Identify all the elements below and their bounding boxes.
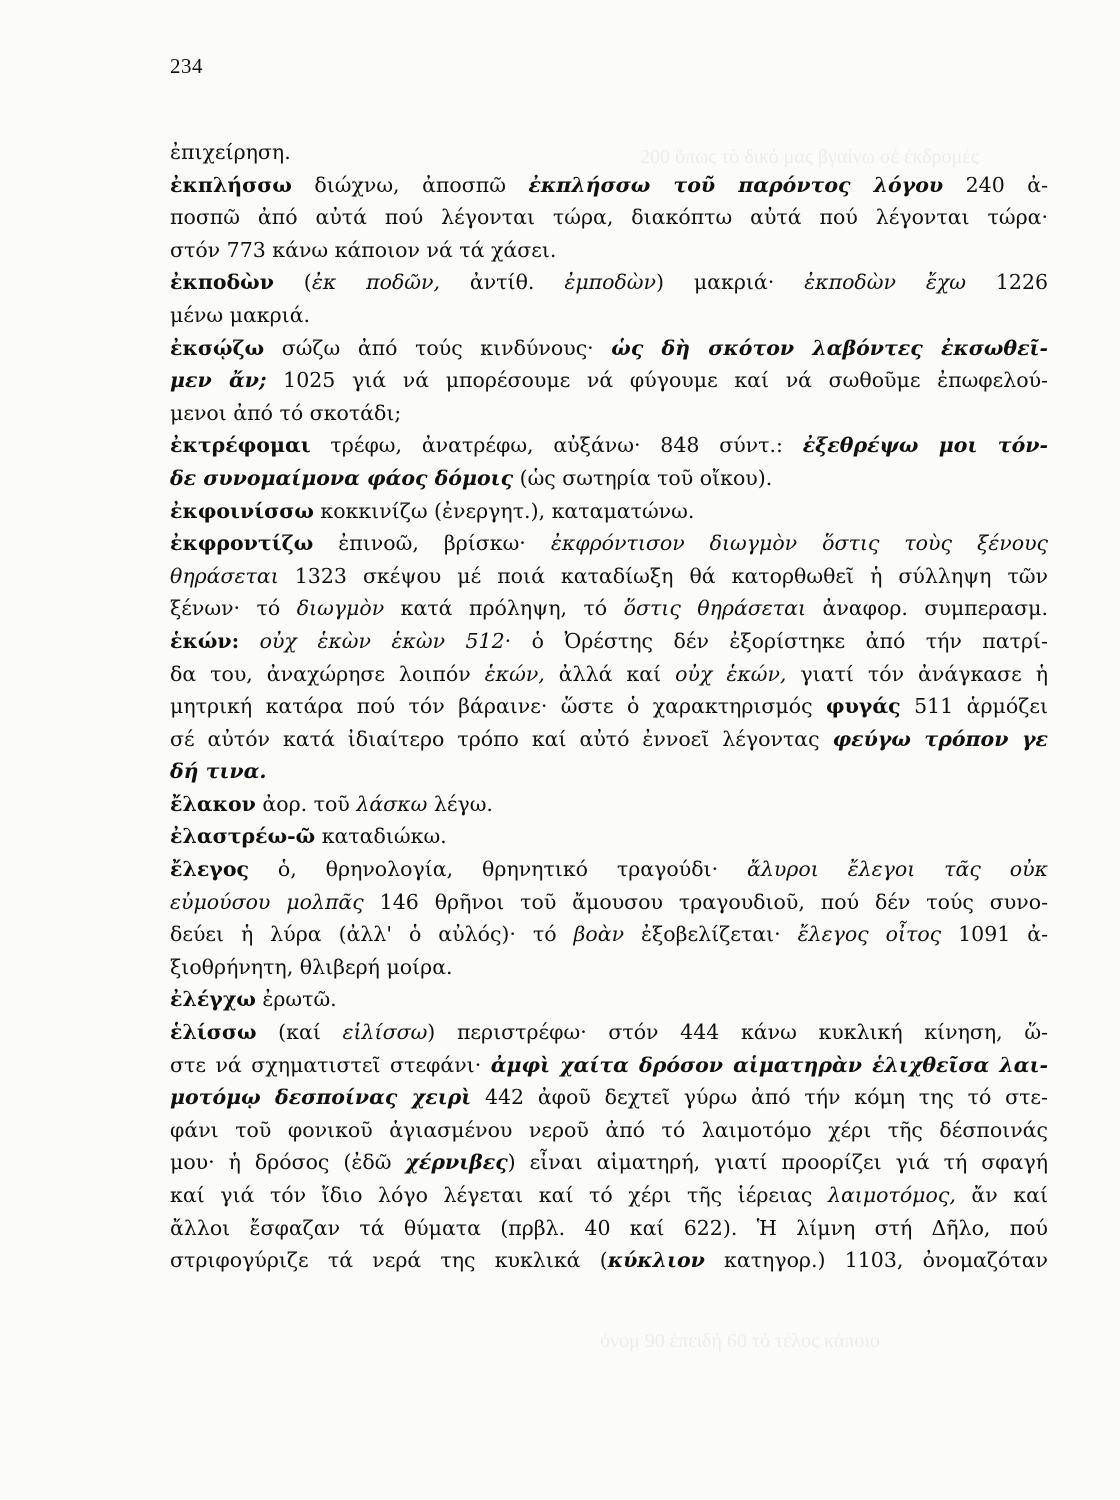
text-segment: ) μακριά· bbox=[655, 270, 805, 295]
headword: ἐλαστρέω-ῶ bbox=[170, 824, 316, 849]
text-segment: γιατί τόν ἀνάγκασε ἡ bbox=[786, 661, 1048, 686]
text-segment: δα του, ἀναχώρησε λοιπόν bbox=[170, 661, 485, 686]
page-number: 234 bbox=[170, 54, 203, 78]
text-line bbox=[170, 462, 1048, 495]
text-segment: ὁ Ὀρέστης δέν ἐξορίστηκε ἀπό τήν πατρί- bbox=[511, 628, 1048, 653]
headword: ἑκών: bbox=[170, 628, 240, 653]
text-segment: ἄλλοι ἔσφαζαν τά θύματα (πρβλ. 40 καί 622). Ἡ λίμνη στή Δῆλο, πού bbox=[170, 1215, 1048, 1240]
quotation: ἄλυροι ἔλεγοι τᾶς οὐκ bbox=[747, 857, 1048, 882]
quotation: εἱλίσσω bbox=[342, 1020, 428, 1045]
text-segment: ποσπῶ ἀπό αὐτά πού λέγονται τώρα, διακόπτω αὐτά πού λέγονται τώρα· bbox=[170, 205, 1048, 230]
text-segment: ὁ, θρηνολογία, θρηνητικό τραγούδι· bbox=[249, 857, 747, 882]
text-line bbox=[170, 918, 1048, 951]
text-line bbox=[170, 136, 1048, 169]
text-segment: 511 ἁρμόζει bbox=[900, 694, 1048, 719]
text-line bbox=[170, 527, 1048, 560]
text-line bbox=[170, 592, 1048, 625]
quotation: ἑκών, bbox=[484, 661, 545, 686]
quotation: εὐμούσου μολπᾶς bbox=[170, 889, 364, 914]
headword: ἐκφοινίσσω bbox=[170, 498, 314, 523]
headword: ἐλέγχω bbox=[170, 987, 256, 1012]
bleed-through-text: ὀνομ 90 ἐπειδή 60 τό τέλος κάποιο bbox=[600, 1330, 880, 1352]
quotation: δε συνομαίμονα φάος δόμοις bbox=[170, 465, 514, 490]
quotation: μοτόμῳ δεσποίνας χειρὶ bbox=[170, 1085, 472, 1110]
text-line bbox=[170, 1244, 1048, 1277]
text-segment: σώζω ἀπό τούς κινδύνους· bbox=[264, 335, 612, 360]
text-line bbox=[170, 755, 1048, 788]
text-segment: 146 θρῆνοι τοῦ ἄμουσου τραγουδιοῦ, πού δέν τούς συνο- bbox=[363, 889, 1048, 914]
text-line bbox=[170, 1179, 1048, 1212]
text-segment: ( bbox=[273, 270, 312, 295]
quotation: λαιμοτόμος, bbox=[827, 1183, 956, 1207]
headword: ἔλακον bbox=[170, 791, 256, 816]
text-segment: ἐπινοῶ, βρίσκω· bbox=[313, 531, 551, 556]
quotation: οὐχ ἑκὼν ἑκὼν 512· bbox=[259, 628, 512, 653]
text-segment: ἄν καί bbox=[955, 1183, 1048, 1207]
text-segment: ἀναφορ. συμπερασμ. bbox=[806, 596, 1048, 621]
quotation: διωγμὸν bbox=[296, 596, 385, 621]
text-segment: στόν 773 κάνω κάποιον νά τά χάσει. bbox=[170, 237, 557, 262]
text-line bbox=[170, 625, 1048, 658]
text-segment: μητρική κατάρα πού τόν βάραινε· ὥστε ὁ χαρακτηρισμός bbox=[170, 694, 827, 719]
text-segment: 442 ἀφοῦ δεχτεῖ γύρω ἀπό τήν κόμη της τό στε- bbox=[471, 1085, 1048, 1110]
quotation: ἀμφὶ χαίτα δρόσον αἱματηρὰν ἑλιχθεῖσα λαι- bbox=[490, 1052, 1048, 1077]
text-segment: κοκκινίζω (ἐνεργητ.), καταματώνω. bbox=[313, 498, 695, 523]
headword: ἐκποδὼν bbox=[170, 270, 274, 295]
quotation: λάσκω bbox=[356, 791, 428, 816]
text-segment: φάνι τοῦ φονικοῦ ἁγιασμένου νεροῦ ἀπό τό λαιμοτόμο χέρι τῆς δέσποινάς bbox=[170, 1117, 1048, 1142]
bleed-through-text: 200 ὅπως τὸ δικό μας βγαίνω σέ ἐκδρομές bbox=[640, 146, 979, 168]
text-line bbox=[170, 723, 1048, 756]
text-line bbox=[170, 1212, 1048, 1245]
text-segment: ξιοθρήνητη, θλιβερή μοίρα. bbox=[170, 954, 453, 979]
quotation: ἐκπλήσσω τοῦ παρόντος λόγου bbox=[528, 172, 944, 197]
text-line bbox=[170, 560, 1048, 593]
headword: ἐκφροντίζω bbox=[170, 531, 314, 556]
text-segment: 240 ἀ- bbox=[943, 172, 1049, 197]
quotation: φεύγω τρόπον γε bbox=[832, 726, 1048, 751]
text-segment: δεύει ἡ λύρα (ἀλλ' ὁ αὐλός)· τό bbox=[170, 922, 574, 947]
text-line bbox=[170, 820, 1048, 853]
text-segment: τρέφω, ἀνατρέφω, αὐξάνω· 848 σύντ.: bbox=[310, 433, 803, 458]
text-segment: λέγω. bbox=[427, 791, 493, 816]
headword: ἑλίσσω bbox=[170, 1020, 257, 1045]
text-segment: 1025 γιά νά μπορέσουμε νά φύγουμε καί νά σωθοῦμε ἐπωφελού- bbox=[266, 368, 1048, 393]
text-segment: σέ αὐτόν κατά ἰδιαίτερο τρόπο καί αὐτό ἐννοεῖ λέγοντας bbox=[170, 726, 833, 751]
text-segment: μου· ἡ δρόσος (ἐδῶ bbox=[170, 1150, 406, 1175]
text-line bbox=[170, 886, 1048, 919]
quotation: θηράσεται bbox=[170, 563, 279, 588]
text-segment: διώχνω, ἀποσπῶ bbox=[291, 172, 529, 197]
quotation: βοὰν bbox=[573, 922, 625, 947]
text-line bbox=[170, 1114, 1048, 1147]
text-line bbox=[170, 1049, 1048, 1082]
text-line bbox=[170, 429, 1048, 462]
text-segment: κατά πρόληψη, τό bbox=[384, 596, 624, 621]
text-segment: ἀντίθ. bbox=[440, 270, 565, 295]
text-segment: ) εἶναι αἱματηρή, γιατί προορίζει γιά τή σφαγή bbox=[507, 1150, 1048, 1175]
text-line bbox=[170, 495, 1048, 528]
text-line bbox=[170, 397, 1048, 430]
quotation: κύκλιον bbox=[607, 1248, 705, 1273]
text-segment: καί γιά τόν ἴδιο λόγο λέγεται καί τό χέρι τῆς ἱέρειας bbox=[170, 1183, 828, 1207]
text-segment: ἀλλά καί bbox=[544, 661, 676, 686]
quotation: μεν ἄν; bbox=[170, 368, 267, 393]
dictionary-text bbox=[170, 136, 1048, 1277]
text-line bbox=[170, 169, 1048, 202]
headword: φυγάς bbox=[826, 694, 901, 719]
text-segment: ) περιστρέφω· στόν 444 κάνω κυκλική κίνηση, ὥ- bbox=[427, 1020, 1048, 1045]
text-segment: στριφογύριζε τά νερά της κυκλικά ( bbox=[170, 1248, 608, 1273]
quotation: ἐκ ποδῶν, bbox=[311, 270, 440, 295]
quotation: οὐχ ἑκών, bbox=[675, 661, 787, 686]
text-segment: ἐρωτῶ. bbox=[255, 987, 337, 1012]
text-line bbox=[170, 1146, 1048, 1179]
text-segment: ἐπιχείρηση. bbox=[170, 140, 291, 164]
text-line bbox=[170, 788, 1048, 821]
text-line bbox=[170, 266, 1048, 299]
text-segment: μένω μακριά. bbox=[170, 302, 311, 327]
headword: ἐκσῴζω bbox=[170, 335, 265, 360]
quotation: ἐξεθρέψω μοι τόν- bbox=[802, 433, 1048, 458]
text-line bbox=[170, 951, 1048, 984]
text-segment: μενοι ἀπό τό σκοτάδι; bbox=[170, 400, 402, 425]
text-segment: 1323 σκέψου μέ ποιά καταδίωξη θά κατορθωθεῖ ἡ σύλληψη τῶν bbox=[278, 563, 1048, 588]
quotation: ἐκφρόντισον διωγμὸν ὅστις τοὺς ξένους bbox=[550, 531, 1049, 556]
text-line bbox=[170, 234, 1048, 267]
text-segment: (καί bbox=[256, 1020, 343, 1045]
headword: ἐκπλήσσω bbox=[170, 172, 292, 197]
quotation: ἐμποδὼν bbox=[564, 270, 656, 295]
text-line bbox=[170, 1016, 1048, 1049]
text-line bbox=[170, 690, 1048, 723]
text-segment: 1226 bbox=[965, 270, 1049, 295]
quotation: χέρνιβες bbox=[405, 1150, 508, 1175]
quotation: δή τινα. bbox=[170, 759, 267, 784]
text-segment: κατηγορ.) 1103, ὀνομαζόταν bbox=[704, 1248, 1048, 1273]
text-segment: 1091 ἀ- bbox=[941, 922, 1049, 947]
text-line bbox=[170, 983, 1048, 1016]
text-segment: ξένων· τό bbox=[170, 596, 297, 621]
quotation: ὡς δὴ σκότον λαβόντες ἐκσωθεῖ- bbox=[611, 335, 1048, 360]
text-segment: ἐξοβελίζεται· bbox=[624, 922, 798, 947]
text-line bbox=[170, 1081, 1048, 1114]
quotation: ἔλεγος οἶτος bbox=[797, 922, 942, 947]
quotation: ἐκποδὼν ἔχω bbox=[804, 270, 966, 295]
text-segment: ἀορ. τοῦ bbox=[255, 791, 357, 816]
quotation: ὅστις θηράσεται bbox=[623, 596, 807, 621]
headword: ἐκτρέφομαι bbox=[170, 433, 311, 458]
text-line bbox=[170, 299, 1048, 332]
headword: ἔλεγος bbox=[170, 857, 249, 882]
text-segment: (ὡς σωτηρία τοῦ οἴκου). bbox=[513, 465, 773, 490]
text-line bbox=[170, 658, 1048, 691]
text-segment bbox=[239, 629, 259, 653]
text-segment: καταδιώκω. bbox=[315, 824, 447, 849]
text-line bbox=[170, 364, 1048, 397]
text-line bbox=[170, 332, 1048, 365]
text-line bbox=[170, 201, 1048, 234]
text-segment: στε νά σχηματιστεῖ στεφάνι· bbox=[170, 1052, 491, 1077]
text-line bbox=[170, 853, 1048, 886]
